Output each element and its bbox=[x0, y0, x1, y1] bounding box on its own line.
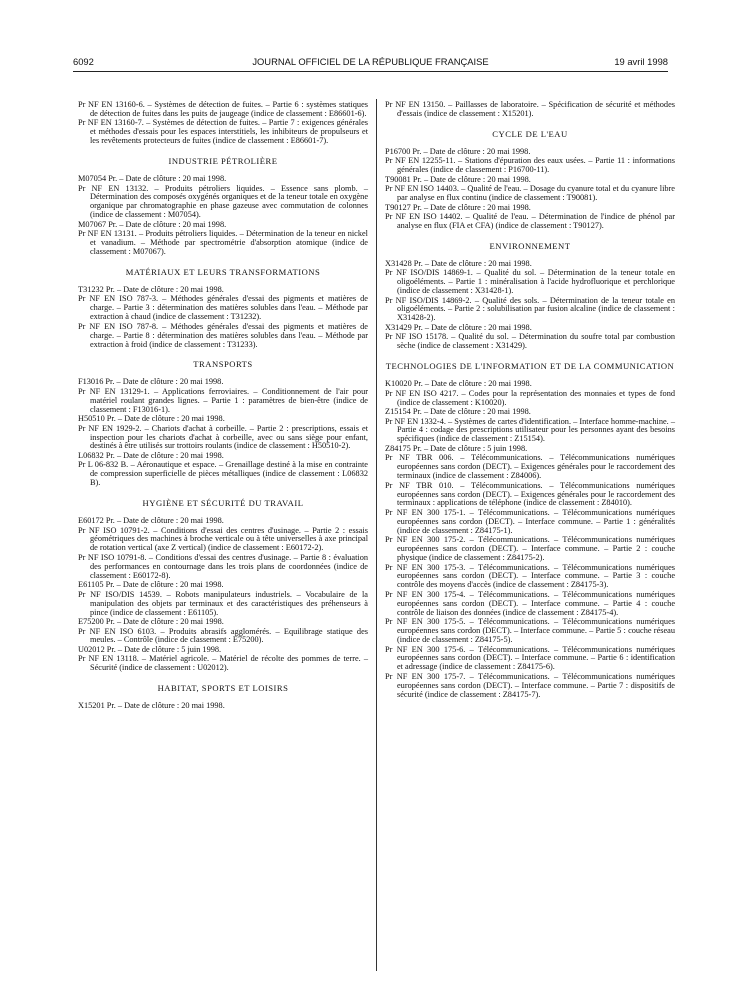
section-heading: MATÉRIAUX ET LEURS TRANSFORMATIONS bbox=[125, 266, 321, 277]
left-column bbox=[78, 101, 368, 712]
section-heading: ENVIRONNEMENT bbox=[489, 240, 571, 251]
standard-entry: Pr NF TBR 010. – Télécommunications. – Télécommunications numériques européennes sans cordon (DECT). – Exigences générales pour le raccordement des terminaux : applications de téléphone (indice de classement : Z84010). bbox=[385, 480, 675, 508]
standard-entry: Pr NF EN 300 175-3. – Télécommunications. – Télécommunications numériques européennes sans cordon (DECT). – Interface commune. – Partie 3 : couche contrôle des moyens d'accès (indice de classement : Z84175-3). bbox=[385, 562, 675, 590]
page-header bbox=[73, 56, 668, 70]
standard-entry: P16700 Pr. – Date de clôture : 20 mai 1998. bbox=[385, 146, 531, 156]
standard-entry: L06832 Pr. – Date de clôture : 20 mai 1998. bbox=[78, 450, 224, 460]
section-heading: TECHNOLOGIES DE L'INFORMATION ET DE LA COMMUNICATION bbox=[385, 361, 675, 372]
standard-entry: Pr NF EN 13118. – Matériel agricole. – Matériel de récolte des pommes de terre. – Sécurité (indice de classement : U02012). bbox=[78, 654, 368, 673]
section-heading: HABITAT, SPORTS ET LOISIRS bbox=[157, 683, 289, 694]
standard-entry: Pr NF EN 1332-4. – Systèmes de cartes d'identification. – Interface homme-machine. – Partie 4 : codage des prescriptions utilisateur pour les personnes ayant des besoins spécifiques (indice de classement : Z15154). bbox=[385, 416, 675, 444]
section-heading: CYCLE DE L'EAU bbox=[492, 128, 568, 139]
standard-entry: Pr NF EN 1929-2. – Chariots d'achat à corbeille. – Partie 2 : prescriptions, essais et inspection pour les chariots d'achat à corbeille, avec ou sans siège pour enfant, destinés à être utilisés sur trottoirs roulants (indice de classement : H50510-2). bbox=[78, 423, 368, 451]
standard-entry: Pr NF ISO 10791-8. – Conditions d'essai des centres d'usinage. – Partie 8 : évaluation des performances en contournage dans les trois plans de coordonnées (indice de classement : E60172-8). bbox=[78, 552, 368, 580]
standard-entry: Pr NF ISO/DIS 14869-1. – Qualité du sol. – Détermination de la teneur totale en oligoéléments. – Partie 1 : minéralisation à l'acide hydrofluorique et perchlorique (indice de classement : X31428-1). bbox=[385, 268, 675, 296]
right-column bbox=[385, 101, 675, 700]
journal-title: JOURNAL OFFICIEL DE LA RÉPUBLIQUE FRANÇAISE bbox=[252, 56, 489, 67]
standard-entry: Pr NF EN 13160-7. – Systèmes de détection de fuites. – Partie 7 : exigences générales et méthodes d'essais pour les espaces interstitiels, les inhibiteurs de propulseurs et les revêtements protecteurs de fuites (indice de classement : E86601-7). bbox=[78, 118, 368, 146]
standard-entry: F13016 Pr. – Date de clôture : 20 mai 1998. bbox=[78, 377, 224, 387]
standard-entry: Z84175 Pr. – Date de clôture : 5 juin 1998. bbox=[385, 443, 528, 453]
standard-entry: Pr NF EN 13150. – Paillasses de laboratoire. – Spécification de sécurité et méthodes d'essais (indice de classement : X15201). bbox=[385, 100, 675, 118]
standard-entry: T31232 Pr. – Date de clôture : 20 mai 1998. bbox=[78, 284, 224, 294]
standard-entry: Pr NF ISO/DIS 14869-2. – Qualité des sols. – Détermination de la teneur totale en oligoéléments. – Partie 2 : solubilisation par fusion alcaline (indice de classement : X31428-2). bbox=[385, 295, 675, 323]
standard-entry: Pr NF EN 13132. – Produits pétroliers liquides. – Essence sans plomb. – Détermination des composés oxygénés organiques et de la teneur totale en oxygène organique par chromatographie en phase gazeuse avec commutation de colonnes (indice de classement : M07054). bbox=[78, 183, 368, 220]
standard-entry: X15201 Pr. – Date de clôture : 20 mai 1998. bbox=[78, 701, 225, 711]
standard-entry: Pr NF EN ISO 787-3. – Méthodes générales d'essai des pigments et matières de charge. – Partie 3 : détermination des matières solubles dans l'eau. – Méthode par extraction à chaud (indice de classement : T31232). bbox=[78, 294, 368, 322]
standard-entry: H50510 Pr. – Date de clôture : 20 mai 1998. bbox=[78, 414, 225, 424]
standard-entry: Pr NF TBR 006. – Télécommunications. – Télécommunications numériques européennes sans cordon (DECT). – Exigences générales pour le raccordement des terminaux (indice de classement : Z84006). bbox=[385, 453, 675, 481]
standard-entry: X31429 Pr. – Date de clôture : 20 mai 1998. bbox=[385, 322, 532, 332]
standard-entry: Pr NF EN ISO 14402. – Qualité de l'eau. – Détermination de l'indice de phénol par analyse en flux (FIA et CFA) (indice de classement : T90127). bbox=[385, 212, 675, 230]
standard-entry: Pr NF EN 13129-1. – Applications ferroviaires. – Conditionnement de l'air pour matériel roulant grandes lignes. – Partie 1 : paramètres de bien-être (indice de classement : F13016-1). bbox=[78, 386, 368, 414]
standard-entry: E60172 Pr. – Date de clôture : 20 mai 1998. bbox=[78, 516, 224, 526]
column-divider bbox=[376, 99, 377, 971]
standard-entry: Z15154 Pr. – Date de clôture : 20 mai 1998. bbox=[385, 407, 531, 416]
standard-entry: Pr NF EN ISO 6103. – Produits abrasifs agglomérés. – Equilibrage statique des meules. – Contrôle (indice de classement : E75200). bbox=[78, 626, 368, 645]
standard-entry: M07054 Pr. – Date de clôture : 20 mai 1998. bbox=[78, 174, 227, 184]
standard-entry: Pr NF ISO/DIS 14539. – Robots manipulateurs industriels. – Vocabulaire de la manipulation des objets par terminaux et des caractéristiques des préhenseurs à pince (indice de classement : E61105). bbox=[78, 589, 368, 617]
standard-entry: Pr NF EN 300 175-2. – Télécommunications. – Télécommunications numériques européennes sans cordon (DECT). – Interface commune. – Partie 2 : couche physique (indice de classement : Z84175-2). bbox=[385, 535, 675, 563]
standard-entry: Pr NF EN 13160-6. – Systèmes de détection de fuites. – Partie 6 : systèmes statiques de détection de fuites dans les puits de jaugeage (indice de classement : E86601-6). bbox=[78, 100, 368, 118]
standard-entry: Pr NF EN 300 175-4. – Télécommunications. – Télécommunications numériques européennes sans cordon (DECT). – Interface commune. – Partie 4 : couche contrôle de liaison des données (indice de classement : Z84175-4). bbox=[385, 589, 675, 617]
standard-entry: E75200 Pr. – Date de clôture : 20 mai 1998. bbox=[78, 617, 224, 626]
standard-entry: X31428 Pr. – Date de clôture : 20 mai 1998. bbox=[385, 258, 532, 268]
standard-entry: U02012 Pr. – Date de clôture : 5 juin 1998. bbox=[78, 644, 222, 654]
standard-entry: Pr L 06-832 B. – Aéronautique et espace. – Grenaillage destiné à la mise en contrainte de compression superficielle de pièces métalliques (indice de classement : L06832 B). bbox=[78, 460, 368, 488]
standard-entry: Pr NF EN ISO 787-8. – Méthodes générales d'essai des pigments et matières de charge. – Partie 8 : détermination des matières solubles dans l'eau. – Méthode par extraction à froid (indice de classement : T31233). bbox=[78, 321, 368, 349]
standard-entry: K10020 Pr. – Date de clôture : 20 mai 1998. bbox=[385, 379, 532, 389]
section-heading: INDUSTRIE PÉTROLIÈRE bbox=[168, 156, 278, 167]
standard-entry: Pr NF EN ISO 14403. – Qualité de l'eau. – Dosage du cyanure total et du cyanure libre par analyse en flux continu (indice de classement : T90081). bbox=[385, 184, 675, 203]
standard-entry: Pr NF EN 300 175-5. – Télécommunications. – Télécommunications numériques européennes sans cordon (DECT). – Interface commune. – Partie 5 : couche réseau (indice de classement : Z84175-5). bbox=[385, 617, 675, 644]
section-heading: TRANSPORTS bbox=[193, 359, 253, 370]
standard-entry: E61105 Pr. – Date de clôture : 20 mai 1998. bbox=[78, 580, 224, 590]
section-heading: HYGIÈNE ET SÉCURITÉ DU TRAVAIL bbox=[142, 498, 304, 509]
standard-entry: M07067 Pr. – Date de clôture : 20 mai 1998. bbox=[78, 219, 227, 229]
standard-entry: T90081 Pr. – Date de clôture : 20 mai 1998. bbox=[385, 174, 531, 184]
standard-entry: T90127 Pr. – Date de clôture : 20 mai 1998. bbox=[385, 202, 531, 212]
page-number: 6092 bbox=[73, 56, 94, 67]
standard-entry: Pr NF EN 300 175-1. – Télécommunications. – Télécommunications numériques européennes sans cordon (DECT). – Interface commune. – Partie 1 : généralités (indice de classement : Z84175-1). bbox=[385, 507, 675, 535]
standard-entry: Pr NF EN 13131. – Produits pétroliers liquides. – Détermination de la teneur en nickel et vanadium. – Méthode par spectrométrie d'absorption atomique (indice de classement : M07067). bbox=[78, 229, 368, 257]
standard-entry: Pr NF EN ISO 4217. – Codes pour la représentation des monnaies et types de fond (indice de classement : K10020). bbox=[385, 388, 675, 407]
standard-entry: Pr NF EN 300 175-6. – Télécommunications. – Télécommunications numériques européennes sans cordon (DECT). – Interface commune. – Partie 6 : identification et adressage (indice de classement : Z84175-6). bbox=[385, 644, 675, 672]
header-rule bbox=[73, 71, 668, 72]
standard-entry: Pr NF ISO 10791-2. – Conditions d'essai des centres d'usinage. – Partie 2 : essais géométriques des machines à broche verticale ou à tête universelles à axe principal de rotation vertical (axe Z vertical) (indice de classement : E60172-2). bbox=[78, 525, 368, 553]
standard-entry: Pr NF EN 300 175-7. – Télécommunications. – Télécommunications numériques européennes sans cordon (DECT). – Interface commune. – Partie 7 : dispositifs de sécurité (indice de classement : Z84175-7). bbox=[385, 671, 675, 699]
standard-entry: Pr NF ISO 15178. – Qualité du sol. – Détermination du soufre total par combustion sèche (indice de classement : X31429). bbox=[385, 332, 675, 351]
standard-entry: Pr NF EN 12255-11. – Stations d'épuration des eaux usées. – Partie 11 : informations générales (indice de classement : P16700-11). bbox=[385, 156, 675, 175]
issue-date: 19 avril 1998 bbox=[614, 56, 668, 67]
